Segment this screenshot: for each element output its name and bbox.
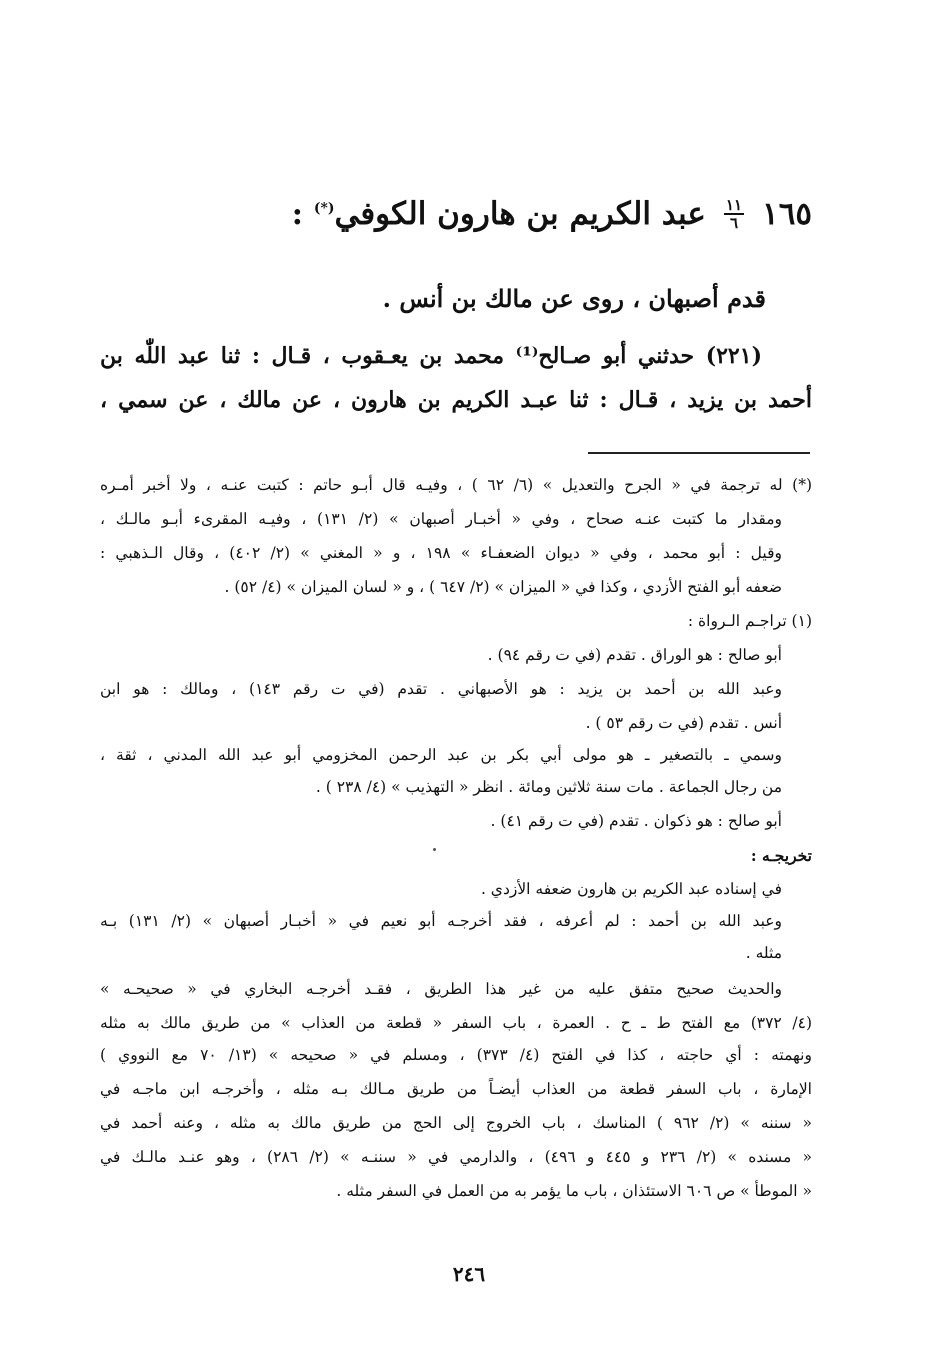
hadith-body — [100, 334, 812, 422]
takhrij-line-1: في إسناده عبد الكريم بن هارون ضعفه الأزدي . — [480, 880, 782, 898]
footnote-star-line-2: ومقدار ما كتبت عنـه صحاح ، وفي « أخبـار أصبهان » (٢/ ١٣١) ، وفيـه المقرىء أبـو مالـك ، — [100, 510, 782, 528]
entry-intro: قدم أصبهان ، روى عن مالك بن أنس . — [382, 284, 766, 313]
takhrij-line-5: (٤/ ٣٧٢) مع الفتح ط ـ ح . العمرة ، باب السفر « قطعة من العذاب » من طريق مالك به مثله — [100, 1014, 812, 1032]
takhrij-line-8: « سننه » (٢/ ٩٦٢ ) المناسك ، باب الخروج إلى الحج من طريق مالك به مثله ، وعنه أحمد في — [100, 1114, 812, 1132]
narrator-line-2: وعبد الله بن أحمد بن يزيد : هو الأصبهاني . تقدم (في ت رقم ١٤٣) ، ومالك : هو ابن — [100, 680, 782, 698]
narrator-line-1: أبو صالح : هو الوراق . تقدم (في ت رقم ٩٤) . — [487, 646, 782, 664]
takhrij-line-7: الإمارة ، باب السفر قطعة من العذاب أيضـاً من طريق مـالك بـه مثله ، وأخرجـه ابن ماجـه في — [100, 1080, 812, 1098]
narrators-heading: (١) تراجـم الـرواة : — [687, 612, 812, 630]
entry-title-text: عبد الكريم بن هارون الكوفي — [334, 196, 706, 232]
entry-heading — [292, 196, 812, 232]
narrator-line-5: من رجال الجماعة . مات سنة ثلاثين ومائة . انظر « التهذيب » (٤/ ٢٣٨ ) . — [315, 778, 782, 796]
takhrij-line-3: مثله . — [745, 944, 782, 962]
narrator-line-3: أنس . تقدم (في ت رقم ٥٣ ) . — [585, 714, 782, 732]
page-number: ٢٤٦ — [452, 1262, 486, 1286]
hadith-line-2: أحمد بن يزيد ، قـال : ثنا عبـد الكريم بن هارون ، عن مالك ، عن سمي ، — [100, 387, 812, 413]
entry-number: ١٦٥ — [762, 196, 812, 232]
fraction-denominator: ٦ — [729, 214, 739, 232]
entry-title-mark: (*) — [313, 200, 335, 217]
entry-fraction — [724, 197, 744, 231]
footnote-star-line-1: (*) له ترجمة في « الجرح والتعديل » (٦/ ٦٢ ) ، وفيـه قال أبـو حاتم : كتبت عنـه ، ولا أخبر أمـره — [100, 476, 812, 494]
narrator-line-4: وسمي ـ بالتصغير ـ هو مولى أبي بكر بن عبد الرحمن المخزومي أبو عبد الله المدني ، ثقة ، — [100, 746, 782, 764]
takhrij-line-9: « مسنده » (٢/ ٢٣٦ و ٤٤٥ و ٤٩٦) ، والدارمي في « سننـه » (٢/ ٢٨٦) ، وهو عنـد مالـك في — [100, 1148, 813, 1166]
entry-title-end: : — [291, 196, 314, 232]
takhrij-line-4: والحديث صحيح متفق عليه من غير هذا الطريق ، فقـد أخرجـه البخاري في « صحيحـه » — [100, 980, 782, 998]
hadith-line-1: (٢٢١) حدثني أبو صـالح⁽¹⁾ محمد بن يعـقوب ، قـال : ثنا عبد اللّٰه بن — [100, 343, 762, 369]
footnote-divider — [588, 452, 810, 454]
footnote-star-line-3: وقيل : أبو محمد ، وفي « ديوان الضعفـاء » ١٩٨ ، و « المغني » (٢/ ٤٠٢) ، وقال الـذهبي : — [100, 544, 782, 562]
narrator-line-6: أبو صالح : هو ذكوان . تقدم (في ت رقم ٤١) . — [490, 812, 782, 830]
takhrij-line-10: « الموطأ » ص ٦٠٦ الاستئذان ، باب ما يؤمر به من العمل في السفر مثله . — [336, 1182, 812, 1200]
takhrij-line-6: ونهمته : أي حاجته ، كذا في الفتح (٤/ ٣٧٣) ، ومسلم في « صحيحه » (١٣/ ٧٠ مع النووي ) — [100, 1046, 812, 1064]
entry-title — [292, 196, 706, 232]
takhrij-heading: تخريجـه : — [750, 846, 812, 865]
stray-mark — [433, 848, 436, 851]
footnote-star-line-4: ضعفه أبو الفتح الأزدي ، وكذا في « الميزان » (٢/ ٦٤٧ ) ، و « لسان الميزان » (٤/ ٥٢) . — [224, 578, 782, 596]
fraction-numerator: ١١ — [725, 196, 743, 214]
takhrij-line-2: وعبد الله بن أحمد : لم أعرفه ، فقد أخرجـه أبو نعيم في « أخبـار أصبهان » (٢/ ١٣١) بـه — [100, 912, 783, 930]
